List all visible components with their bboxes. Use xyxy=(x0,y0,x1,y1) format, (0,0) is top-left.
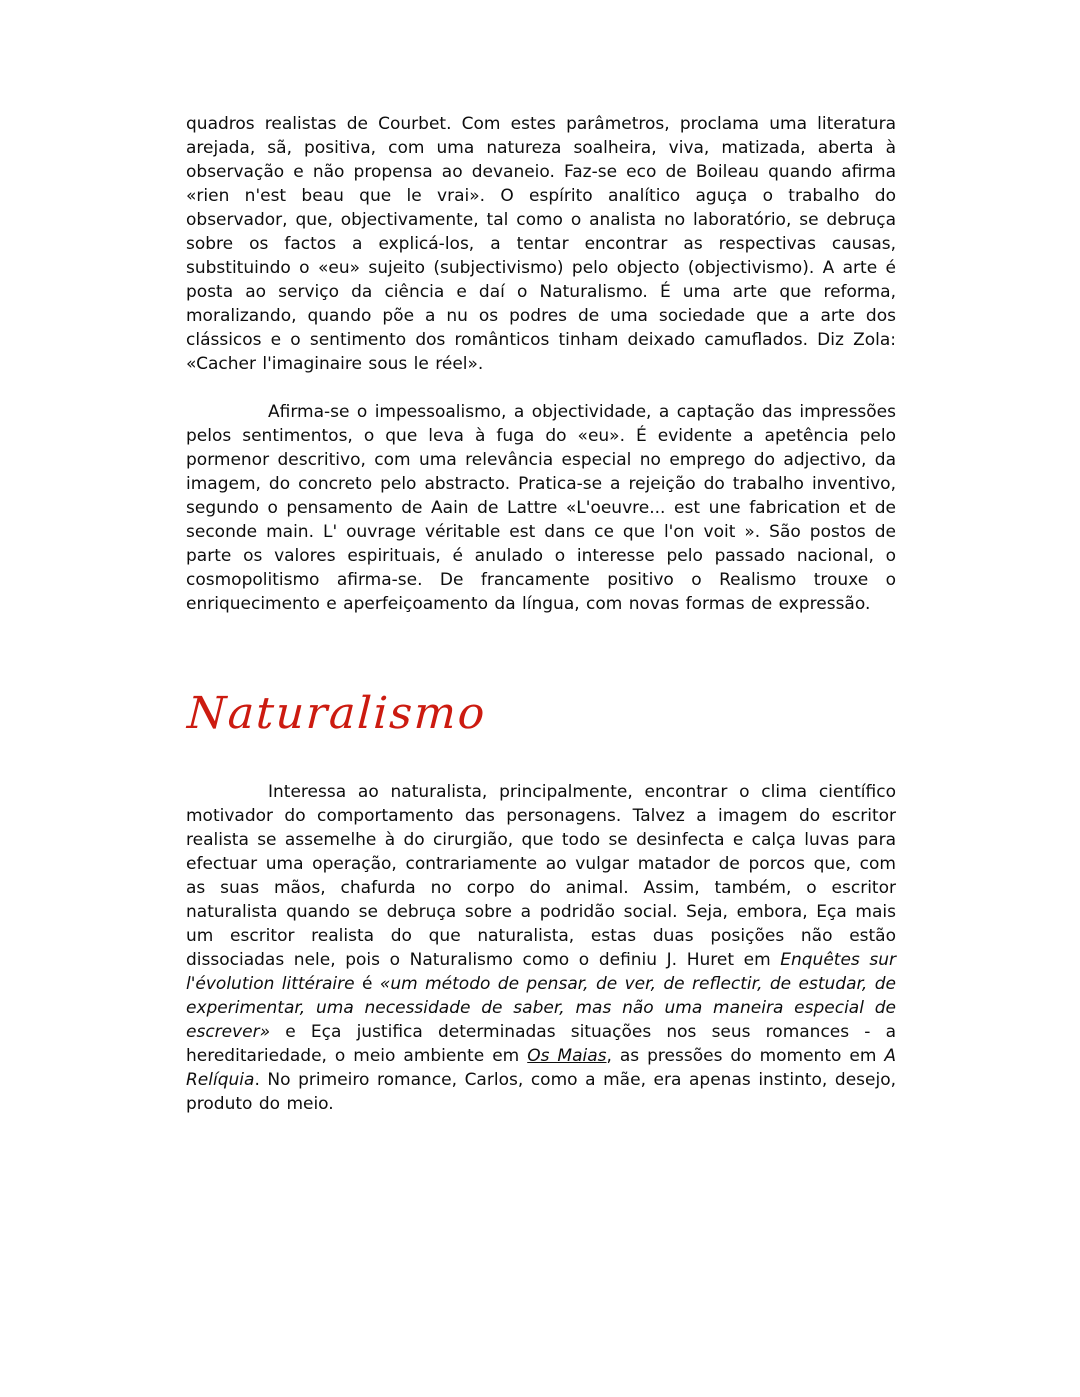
text-segment: . No primeiro romance, Carlos, como a mãe, era apenas instinto, desejo, produto do meio. xyxy=(186,1070,896,1114)
book-title-a-reliquia: A Relíquia xyxy=(186,1046,896,1090)
text-segment: , as pressões do momento em xyxy=(606,1046,885,1066)
paragraph-naturalismo-1 xyxy=(186,780,896,1116)
text-segment: é xyxy=(354,974,380,994)
quote-huret: «um método de pensar, de ver, de reflectir, de estudar, de experimentar, uma necessidade de saber, mas não uma maneira especial de escrever» xyxy=(186,974,896,1042)
paragraph-realismo-1: quadros realistas de Courbet. Com estes parâmetros, proclama uma literatura arejada, sã, positiva, com uma natureza soalheira, viva, matizada, aberta à observação e não propensa ao devaneio. Faz-se eco de Boileau quando afirma «rien n'est beau que le vrai». O espírito analítico aguça o trabalho do observador, que, objectivamente, tal como o analista no laboratório, se debruça sobre os factos a explicá-los, a tentar encontrar as respectivas causas, substituindo o «eu» sujeito (subjectivismo) pelo objecto (objectivismo). A arte é posta ao serviço da ciência e daí o Naturalismo. É uma arte que reforma, moralizando, quando põe a nu os podres de uma sociedade que a arte dos clássicos e o sentimento dos românticos tinham deixado camuflados. Diz Zola: «Cacher l'imaginaire sous le réel». xyxy=(186,114,896,374)
paragraph-realismo-2: Afirma-se o impessoalismo, a objectividade, a captação das impressões pelos sentimentos, o que leva à fuga do «eu». É evidente a apetência pelo pormenor descritivo, com uma relevância especial no emprego do adjectivo, da imagem, do concreto pelo abstracto. Pratica-se a rejeição do trabalho inventivo, segundo o pensamento de Aain de Lattre «L'oeuvre... est une fabrication et de seconde main. L' ouvrage véritable est dans ce que l'on voit ». São postos de parte os valores espirituais, é anulado o interesse pelo passado nacional, o cosmopolitismo afirma-se. De francamente positivo o Realismo trouxe o enriquecimento e aperfeiçoamento da língua, com novas formas de expressão. xyxy=(186,402,896,614)
book-title-os-maias: Os Maias xyxy=(527,1046,607,1066)
text-segment: e Eça justifica determinadas situações nos seus romances - a hereditariedade, o meio ambiente em xyxy=(186,1022,896,1066)
book-title-enquetes: Enquêtes sur l'évolution littéraire xyxy=(186,950,897,994)
section-heading-naturalismo: Naturalismo xyxy=(186,688,488,739)
text-segment: Interessa ao naturalista, principalmente, encontrar o clima científico motivador do comportamento das personagens. Talvez a imagem do escritor realista se assemelhe à do cirurgião, que todo se desinfecta e calça luvas para efectuar uma operação, contrariamente ao vulgar matador de porcos que, com as suas mãos, chafurda no corpo do animal. Assim, também, o escritor naturalista quando se debruça sobre a podridão social. Seja, embora, Eça mais um escritor realista do que naturalista, estas duas posições não estão dissociadas nele, pois o Naturalismo como o definiu J. Huret em xyxy=(186,782,896,970)
